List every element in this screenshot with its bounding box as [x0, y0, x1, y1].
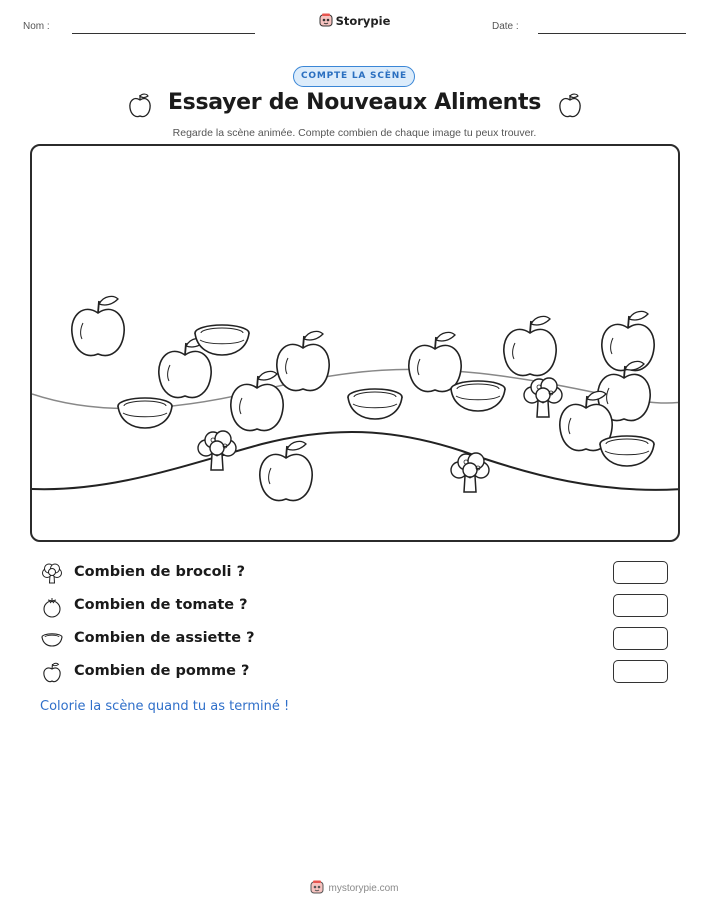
scene-bowl	[451, 381, 505, 411]
scene-bowl	[118, 398, 172, 428]
scene-bowl	[600, 436, 654, 466]
name-label: Nom :	[23, 21, 50, 32]
page-subtitle: Regarde la scène animée. Compte combien de chaque image tu peux trouver.	[172, 127, 537, 139]
broccoli-icon	[40, 563, 64, 585]
question-row-broccoli	[40, 561, 680, 587]
name-line[interactable]	[72, 33, 255, 34]
scene-apple	[231, 371, 283, 430]
scene-apple	[260, 441, 312, 500]
scene-apple	[72, 296, 124, 355]
brand-logo	[0, 13, 709, 31]
footer	[0, 880, 709, 898]
tomato-icon	[40, 596, 64, 618]
question-row-bowl	[40, 627, 680, 653]
scene-broccoli	[198, 431, 236, 470]
question-text: Combien de pomme ?	[74, 663, 250, 679]
footer-url[interactable]: mystorypie.com	[328, 883, 399, 894]
apple-icon	[557, 92, 583, 124]
section-badge: COMPTE LA SCÈNE	[293, 66, 415, 87]
question-row-apple	[40, 660, 680, 686]
storypie-logo-icon	[319, 13, 333, 31]
date-label: Date :	[492, 21, 519, 32]
scene-bowl	[195, 325, 249, 355]
scene-broccoli	[524, 378, 562, 417]
bowl-icon	[40, 629, 64, 651]
question-text: Combien de brocoli ?	[74, 564, 245, 580]
scene-apple	[409, 332, 461, 391]
brand-name: Storypie	[335, 14, 391, 28]
apple-icon	[40, 662, 64, 684]
scene-apple	[277, 331, 329, 390]
storypie-logo-icon	[310, 880, 324, 898]
scene-drawing	[32, 146, 680, 542]
answer-box[interactable]	[613, 660, 668, 683]
question-row-tomato	[40, 594, 680, 620]
answer-box[interactable]	[613, 561, 668, 584]
answer-box[interactable]	[613, 627, 668, 650]
scene-apple	[504, 316, 556, 375]
page-title: Essayer de Nouveaux Aliments	[167, 90, 542, 115]
answer-box[interactable]	[613, 594, 668, 617]
scene-broccoli	[451, 453, 489, 492]
date-line[interactable]	[538, 33, 686, 34]
question-text: Combien de assiette ?	[74, 630, 255, 646]
scene-apple	[602, 311, 654, 370]
scene-bowl	[348, 389, 402, 419]
coloring-instruction: Colorie la scène quand tu as terminé !	[40, 699, 290, 714]
coloring-scene[interactable]	[30, 144, 680, 542]
question-text: Combien de tomate ?	[74, 597, 248, 613]
